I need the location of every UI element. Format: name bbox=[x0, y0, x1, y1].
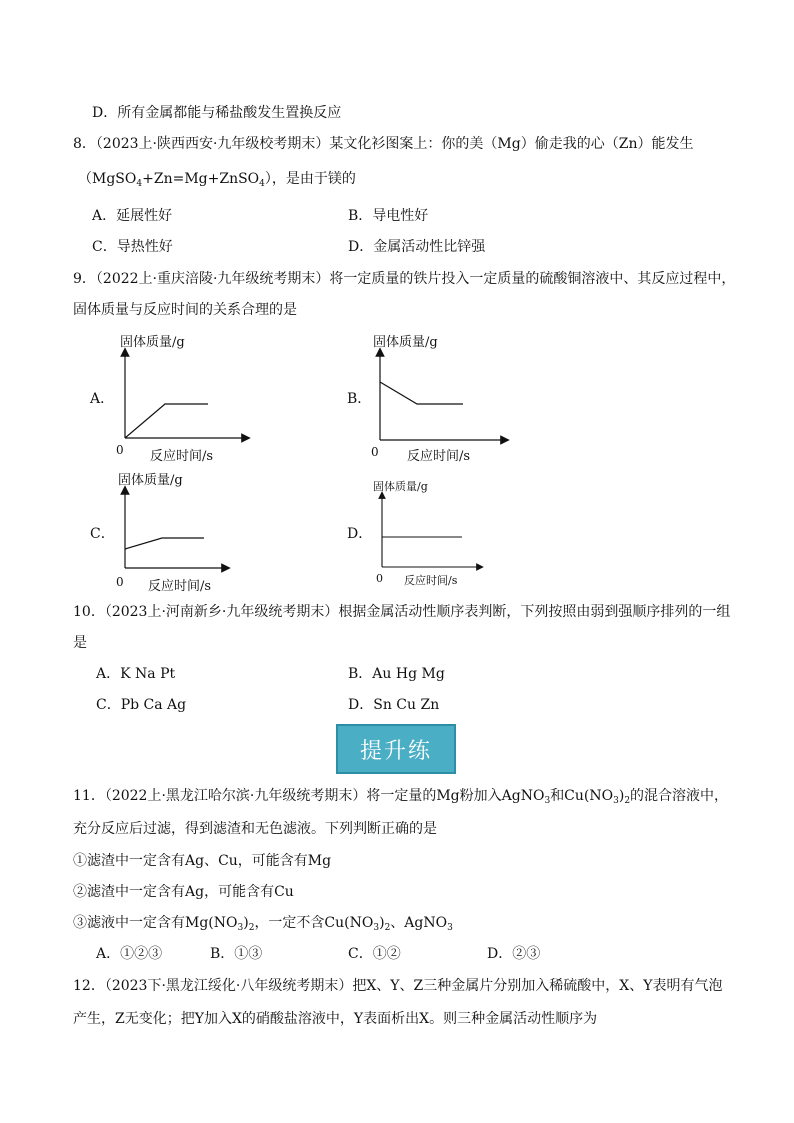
q9-graph-c-ylabel: 固体质量/g bbox=[118, 473, 183, 488]
q11-option-a[interactable]: A．①②③ bbox=[96, 946, 163, 962]
q11-statement-3: ③滤液中一定含有$Mg(NO_3)_2$，一定不含$Cu(NO_3)_2$、AgNO$_3$ bbox=[73, 915, 453, 933]
q11-option-d[interactable]: D．②③ bbox=[487, 946, 541, 962]
q9-graph-d-xlabel: 反应时间/s bbox=[404, 574, 458, 587]
q9-graph-d[interactable] bbox=[370, 475, 600, 593]
q9-stem-line1: 9．（2022上·重庆涪陵·九年级统考期末）将一定质量的铁片投入一定质量的硫酸铜溶液中、其反应过程中， bbox=[73, 271, 736, 287]
section-title-badge: 提升练 bbox=[336, 724, 456, 774]
q10-stem-line2: 是 bbox=[73, 635, 87, 651]
q10-option-c[interactable]: C．Pb Ca Ag bbox=[96, 697, 187, 713]
q9-graph-b-ylabel: 固体质量/g bbox=[373, 335, 438, 350]
q10-option-a[interactable]: A．K Na Pt bbox=[96, 666, 176, 682]
q11-stem-line2: 充分反应后过滤，得到滤渣和无色滤液。下列判断正确的是 bbox=[73, 821, 437, 837]
q9-graph-b-xlabel: 反应时间/s bbox=[407, 449, 471, 464]
q9-stem-line2: 固体质量与反应时间的关系合理的是 bbox=[73, 302, 297, 318]
q9-graph-a-xlabel: 反应时间/s bbox=[150, 449, 214, 464]
q10-option-d[interactable]: D．Sn Cu Zn bbox=[348, 697, 440, 713]
q8-option-a[interactable]: A．延展性好 bbox=[92, 208, 173, 224]
q9-graph-d-ylabel: 固体质量/g bbox=[373, 480, 428, 493]
q9-option-b-label[interactable]: B． bbox=[347, 391, 372, 407]
q12-stem-line2: 产生，Z无变化；把Y加入X的硝酸盐溶液中，Y表面析出X。则三种金属活动性顺序为 bbox=[73, 1011, 598, 1027]
q8-option-b[interactable]: B．导电性好 bbox=[348, 208, 429, 224]
q9-graph-c-origin: 0 bbox=[116, 575, 124, 589]
q9-graph-a-origin: 0 bbox=[116, 443, 124, 457]
q9-graph-a[interactable] bbox=[110, 330, 340, 465]
q8-stem: 8．（2023上·陕西西安·九年级校考期末）某文化衫图案上：你的美（Mg）偷走我的心（Zn）能发生 bbox=[73, 136, 694, 152]
q12-stem-line1: 12．（2023下·黑龙江绥化·八年级统考期末）把X、Y、Z三种金属片分别加入稀硫酸中，X、Y表明有气泡 bbox=[73, 978, 723, 994]
q9-graph-b[interactable] bbox=[365, 330, 605, 465]
q9-graph-a-curve bbox=[125, 404, 208, 438]
q11-statement-2: ②滤渣中一定含有Ag，可能含有Cu bbox=[73, 884, 294, 900]
q10-stem-line1: 10．（2023上·河南新乡·九年级统考期末）根据金属活动性顺序表判断，下列按照由弱到强顺序排列的一组 bbox=[73, 604, 731, 620]
q9-option-a-label[interactable]: A． bbox=[90, 391, 115, 407]
q7-option-d: D．所有金属都能与稀盐酸发生置换反应 bbox=[92, 105, 342, 121]
q9-graph-d-origin: 0 bbox=[376, 572, 383, 585]
q9-option-d-label[interactable]: D． bbox=[347, 526, 373, 542]
q11-option-b[interactable]: B．①③ bbox=[210, 946, 263, 962]
q9-option-c-label[interactable]: C． bbox=[90, 526, 115, 542]
q8-equation: （MgSO$_4$+Zn=Mg+ZnSO$_4$），是由于镁的 bbox=[78, 171, 356, 189]
q8-option-d[interactable]: D．金属活动性比锌强 bbox=[348, 239, 486, 255]
q9-graph-a-ylabel: 固体质量/g bbox=[120, 335, 185, 350]
q9-graph-c[interactable] bbox=[110, 468, 340, 596]
q11-stem-line1: 11．（2022上·黑龙江哈尔滨·九年级统考期末）将一定量的Mg粉加入AgNO$_3$和$Cu(NO_3)_2$的混合溶液中， bbox=[73, 788, 729, 806]
q8-option-c[interactable]: C．导热性好 bbox=[92, 239, 173, 255]
q9-graph-b-curve bbox=[380, 382, 463, 404]
q10-option-b[interactable]: B．Au Hg Mg bbox=[348, 666, 445, 682]
q9-graph-b-origin: 0 bbox=[371, 445, 379, 459]
q9-graph-c-xlabel: 反应时间/s bbox=[148, 579, 212, 594]
q9-graph-c-curve bbox=[125, 538, 204, 549]
q11-option-c[interactable]: C．①② bbox=[348, 946, 401, 962]
q11-statement-1: ①滤渣中一定含有Ag、Cu，可能含有Mg bbox=[73, 853, 332, 869]
